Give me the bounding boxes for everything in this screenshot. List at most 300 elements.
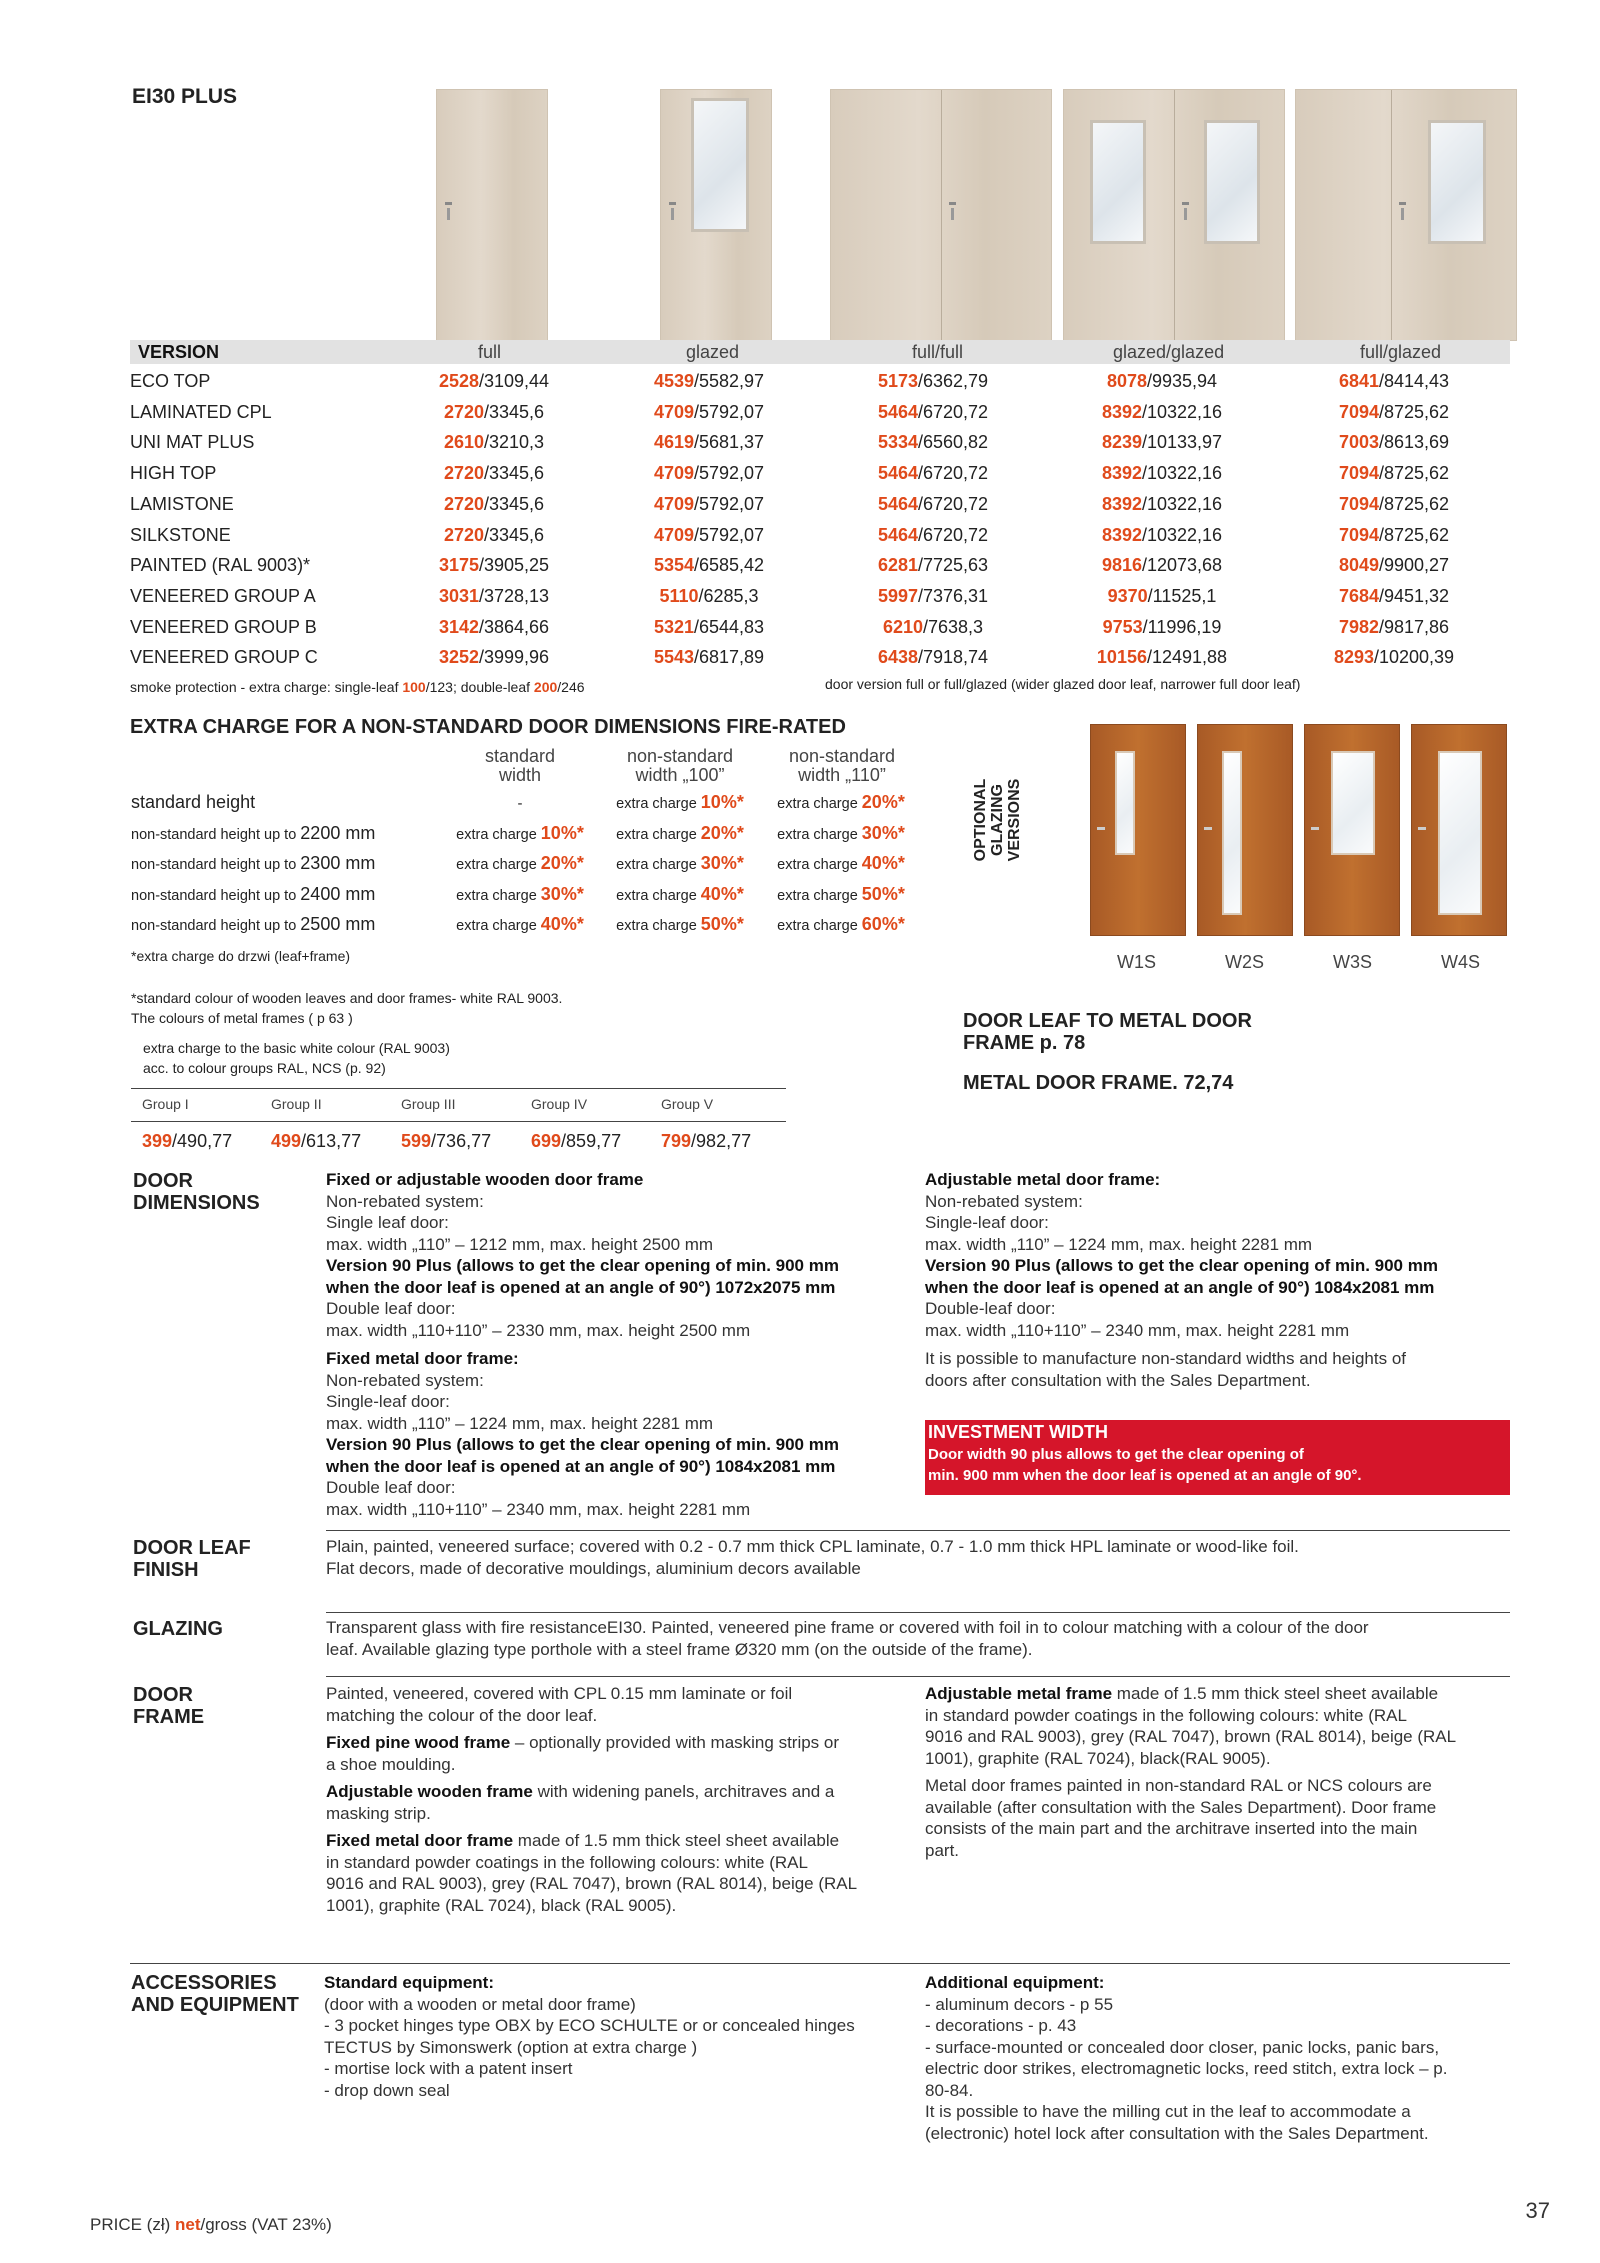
price-gross: /5582,97 <box>693 371 765 391</box>
extra-charge-row-label <box>131 792 255 813</box>
rule-glazing <box>326 1612 1510 1613</box>
value-prefix: extra charge <box>456 918 541 934</box>
col-width-110-l2: width „110” <box>798 765 886 785</box>
value-prefix: extra charge <box>777 887 862 904</box>
dd-right-p1: It is possible to manufacture non-standard widths and heights of <box>925 1349 1407 1368</box>
extra-charge-value <box>600 853 760 874</box>
glazing-side-label <box>972 750 1023 890</box>
price-cell <box>813 402 1053 423</box>
dd-left-l9: Double leaf door: <box>326 1478 456 1497</box>
dd-right-l3: max. width „110” – 1224 mm, max. height 2281 mm <box>925 1234 1313 1254</box>
price-cell <box>1274 402 1514 423</box>
dd-right-l5: max. width „110+110” – 2340 mm, max. height 2281 mm <box>925 1320 1350 1340</box>
acc-right-line: - decorations - p. 43 <box>925 2016 1077 2035</box>
price-net: 8049 <box>1338 555 1379 576</box>
acc-left-line: - drop down seal <box>324 2080 450 2100</box>
extra-charge-value <box>440 792 600 813</box>
frame-line <box>925 1683 1515 1705</box>
frame-text: masking strip. <box>326 1803 431 1823</box>
price-net: 3142 <box>438 616 479 637</box>
acc-left-title: Standard equipment: <box>324 1973 495 1992</box>
price-net: 5464 <box>877 463 918 484</box>
frame-line <box>326 1705 926 1727</box>
price-cell <box>1274 463 1514 484</box>
dd-left-b1: Version 90 Plus (allows to get the clear opening of min. 900 mm <box>326 1256 839 1275</box>
group-price-net: 799 <box>661 1131 692 1151</box>
value-prefix: extra charge <box>777 857 862 873</box>
frame-bold: Adjustable wooden frame <box>326 1782 533 1801</box>
price-gross: /6544,83 <box>693 616 765 637</box>
accessories-right <box>925 1972 1515 2144</box>
price-cell <box>589 555 829 576</box>
acc-right-line: - aluminum decors - p 55 <box>925 1994 1114 2014</box>
row-version-name: VENEERED GROUP B <box>130 616 317 637</box>
dd-left-h2: Fixed metal door frame: <box>326 1349 519 1368</box>
price-net: 5464 <box>877 493 918 514</box>
dd-right-l4: Double-leaf door: <box>925 1299 1056 1318</box>
acc-right-title: Additional equipment: <box>925 1973 1105 1992</box>
value-dash: - <box>517 795 523 812</box>
price-net: 5334 <box>877 432 918 453</box>
extra-charge-value <box>761 792 921 813</box>
frame-text: 9016 and RAL 9003), grey (RAL 7047), brown (RAL 8014), beige (RAL <box>326 1874 858 1893</box>
price-cell <box>589 371 829 392</box>
colour-note-line2: The colours of metal frames ( p 63 ) <box>131 1010 353 1026</box>
price-gross: /9817,86 <box>1378 616 1450 637</box>
price-net: 2720 <box>443 401 484 422</box>
extra-charge-value <box>440 914 600 935</box>
price-net: 4709 <box>653 401 694 422</box>
groups-rule-top <box>131 1088 786 1089</box>
price-net: 7094 <box>1338 463 1379 484</box>
door-dimensions-title <box>133 1170 260 1214</box>
price-net: 9370 <box>1107 585 1148 606</box>
price-net: 8392 <box>1101 524 1142 545</box>
value-prefix: extra charge <box>777 826 862 843</box>
row-label-text: standard height <box>131 792 256 812</box>
extra-charge-value <box>440 884 600 905</box>
price-gross: /3345,6 <box>483 524 545 545</box>
door-glazed-image <box>660 89 772 341</box>
row-label-mm: 2400 mm <box>300 883 376 904</box>
frame-text: consists of the main part and the architrave inserted into the main <box>925 1819 1418 1838</box>
price-gross: /10200,39 <box>1373 647 1455 668</box>
acc-right-line: It is possible to have the milling cut in the leaf to accommodate a <box>925 2102 1411 2121</box>
group-price-net: 499 <box>271 1131 302 1151</box>
frame-paragraph <box>326 1732 926 1775</box>
price-cell <box>813 586 1053 607</box>
group-price-net: 599 <box>401 1131 432 1151</box>
extra-charge-value <box>600 914 760 935</box>
price-cell <box>374 432 614 453</box>
value-percent: 20%* <box>540 853 584 873</box>
price-net: 5321 <box>653 616 694 637</box>
price-cell <box>1042 617 1282 638</box>
row-version-name: LAMINATED CPL <box>130 401 272 422</box>
extra-charge-value <box>761 884 921 905</box>
price-cell <box>813 647 1053 668</box>
door-frame-left <box>326 1683 926 1916</box>
price-cell <box>1042 402 1282 423</box>
value-prefix: extra charge <box>456 887 541 904</box>
value-percent: 10%* <box>700 792 744 812</box>
rule-accessories <box>130 1963 1510 1964</box>
price-gross: /5792,07 <box>693 463 765 484</box>
price-gross: /6720,72 <box>917 524 989 545</box>
price-net: 7094 <box>1338 524 1379 545</box>
frame-line <box>925 1748 1515 1770</box>
frame-text: in standard powder coatings in the following colours: white (RAL <box>925 1705 1407 1725</box>
row-label-text: non-standard height up to <box>131 918 301 934</box>
leaf-finish-l1: Plain, painted, veneered surface; covered with 0.2 - 0.7 mm thick CPL laminate, 0.7 - 1.0 mm thick HPL laminate or wood-like foil. <box>326 1537 1299 1556</box>
price-cell <box>813 371 1053 392</box>
price-net: 5464 <box>877 524 918 545</box>
row-version-name: VENEERED GROUP A <box>130 585 316 606</box>
row-version-name: VENEERED GROUP C <box>130 647 318 668</box>
price-cell <box>589 525 829 546</box>
dd-left-b4: when the door leaf is opened at an angle of 90°) 1084x2081 mm <box>326 1456 836 1476</box>
value-prefix: extra charge <box>616 887 701 904</box>
frame-paragraph <box>925 1683 1515 1769</box>
price-net: 4539 <box>653 371 694 391</box>
value-prefix: extra charge <box>616 918 701 934</box>
price-net: 10156 <box>1096 647 1147 668</box>
glazing-w2s-image <box>1197 724 1293 936</box>
price-gross: /9451,32 <box>1378 585 1450 606</box>
price-cell <box>1274 647 1514 668</box>
price-gross: /5792,07 <box>693 524 765 545</box>
group-price <box>401 1131 491 1152</box>
glazing-w1s-image <box>1090 724 1186 936</box>
glazing-label-w3s: W3S <box>1333 952 1373 972</box>
row-label-text: non-standard height up to <box>131 857 301 873</box>
value-percent: 40%* <box>861 853 905 873</box>
price-gross: /10133,97 <box>1141 432 1223 453</box>
price-net: 8392 <box>1101 401 1142 422</box>
dd-right-b1: Version 90 Plus (allows to get the clear opening of min. 900 mm <box>925 1256 1438 1275</box>
investment-line2: min. 900 mm when the door leaf is opened at an angle of 90°. <box>928 1467 1362 1484</box>
price-net: 7982 <box>1338 616 1379 637</box>
value-percent: 60%* <box>861 914 905 934</box>
dd-left-l1: Non-rebated system: <box>326 1191 484 1211</box>
frame-line <box>925 1818 1515 1840</box>
price-cell <box>1274 371 1514 392</box>
frame-paragraph <box>326 1781 926 1824</box>
value-percent: 30%* <box>861 822 905 843</box>
frame-text: Painted, veneered, covered with CPL 0.15 mm laminate or foil <box>326 1684 793 1703</box>
table-header-glazed: glazed <box>686 342 740 362</box>
row-version-name: SILKSTONE <box>130 524 231 545</box>
price-gross: /3345,6 <box>483 493 545 514</box>
dd-left-l8: max. width „110” – 1224 mm, max. height 2281 mm <box>326 1413 714 1433</box>
group-price-net: 399 <box>142 1131 173 1151</box>
table-header-full: full <box>478 342 502 362</box>
investment-line1: Door width 90 plus allows to get the clear opening of <box>928 1446 1304 1463</box>
extra-charge-title: EXTRA CHARGE FOR A NON-STANDARD DOOR DIMENSIONS FIRE-RATED <box>130 716 846 738</box>
page-title: EI30 PLUS <box>132 85 238 108</box>
group-header: Group III <box>401 1096 456 1112</box>
frame-line <box>326 1781 926 1803</box>
glazing-w4s-image <box>1411 724 1507 936</box>
price-cell <box>813 617 1053 638</box>
frame-text: with widening panels, architraves and a <box>532 1782 835 1801</box>
price-net: 8392 <box>1101 493 1142 514</box>
price-cell <box>374 494 614 515</box>
door-full-full-image <box>830 89 1052 341</box>
glazing-w3s-image <box>1304 724 1400 936</box>
door-frame-title <box>133 1684 204 1728</box>
price-cell <box>1274 494 1514 515</box>
price-net: 3031 <box>438 585 479 606</box>
price-gross: /8613,69 <box>1378 432 1450 453</box>
price-gross: /8725,62 <box>1378 524 1450 545</box>
metal-link-2: METAL DOOR FRAME. 72,74 <box>963 1072 1234 1094</box>
door-full-glazed-image <box>1295 89 1517 341</box>
price-net: 4619 <box>653 432 694 453</box>
value-percent: 20%* <box>861 792 905 812</box>
glazing-side-l1: OPTIONAL <box>972 778 989 862</box>
frame-line <box>925 1840 1515 1862</box>
door-full-image <box>436 89 548 341</box>
price-cell <box>1042 494 1282 515</box>
price-gross: /6362,79 <box>917 371 989 391</box>
price-net: 2528 <box>438 371 479 391</box>
extra-charge-value <box>761 823 921 844</box>
price-gross: /6817,89 <box>693 647 765 668</box>
frame-text: 1001), graphite (RAL 7024), black (RAL 9005). <box>326 1895 677 1915</box>
value-prefix: extra charge <box>456 826 541 843</box>
price-net: 5173 <box>877 371 918 391</box>
price-net: 9816 <box>1101 555 1142 576</box>
group-price-gross: /613,77 <box>301 1131 362 1151</box>
price-gross: /8725,62 <box>1378 401 1450 422</box>
price-cell <box>1042 586 1282 607</box>
group-header: Group II <box>271 1096 322 1112</box>
price-net: 6841 <box>1338 371 1379 391</box>
value-prefix: extra charge <box>777 918 862 934</box>
price-gross: /3728,13 <box>478 585 550 606</box>
dd-left-l10: max. width „110+110” – 2340 mm, max. height 2281 mm <box>326 1499 751 1519</box>
glazing-label-w4s: W4S <box>1441 952 1481 972</box>
frame-text: – optionally provided with masking strips or <box>510 1733 840 1752</box>
value-percent: 50%* <box>861 883 905 904</box>
price-cell <box>813 432 1053 453</box>
price-gross: /6720,72 <box>917 493 989 514</box>
price-cell <box>589 463 829 484</box>
extra-charge-row-label <box>131 884 375 905</box>
price-net: 8392 <box>1101 463 1142 484</box>
frame-text: 9016 and RAL 9003), grey (RAL 7047), brown (RAL 8014), beige (RAL <box>925 1727 1457 1746</box>
price-cell <box>374 647 614 668</box>
price-gross: /12073,68 <box>1141 555 1223 576</box>
price-gross: /5792,07 <box>693 401 765 422</box>
glazing-side-l2: GLAZING <box>989 784 1006 856</box>
price-cell <box>374 555 614 576</box>
price-net: 8078 <box>1106 371 1147 391</box>
price-net: 5110 <box>659 585 699 606</box>
price-net: 5464 <box>877 401 918 422</box>
row-version-name: ECO TOP <box>130 371 211 391</box>
extra-charge-row-label <box>131 823 375 844</box>
price-cell <box>589 647 829 668</box>
col-standard-width <box>470 747 570 785</box>
value-prefix: extra charge <box>616 826 701 843</box>
group-price <box>271 1131 361 1152</box>
accessories-title <box>131 1972 299 2016</box>
price-net: 8239 <box>1101 432 1142 453</box>
dd-left-l2: Single leaf door: <box>326 1213 449 1232</box>
extra-charge-value <box>761 853 921 874</box>
col-width-110-l1: non-standard <box>788 746 896 766</box>
price-gross: /6585,42 <box>693 555 765 576</box>
door-dimensions-left <box>326 1169 916 1520</box>
frame-text: 1001), graphite (RAL 7024), black(RAL 9005). <box>925 1748 1271 1768</box>
row-version-name: HIGH TOP <box>130 463 217 484</box>
frame-text: made of 1.5 mm thick steel sheet available <box>1112 1684 1439 1703</box>
groups-rule-mid <box>131 1121 786 1122</box>
price-cell <box>1042 555 1282 576</box>
extra-charge-value <box>600 792 760 813</box>
price-gross: /7376,31 <box>917 585 989 606</box>
dd-left-b3: Version 90 Plus (allows to get the clear opening of min. 900 mm <box>326 1435 839 1454</box>
price-cell <box>589 617 829 638</box>
frame-bold: Fixed pine wood frame <box>326 1733 511 1752</box>
value-percent: 20%* <box>700 822 744 843</box>
price-gross: /6720,72 <box>917 463 989 484</box>
frame-line <box>925 1726 1515 1748</box>
dd-left-b2: when the door leaf is opened at an angle of 90°) 1072x2075 mm <box>326 1277 836 1297</box>
frame-line <box>925 1705 1515 1727</box>
frame-paragraph <box>326 1830 926 1916</box>
acc-left-line: TECTUS by Simonswerk (option at extra charge ) <box>324 2037 698 2057</box>
price-cell <box>374 402 614 423</box>
price-net: 3252 <box>438 647 479 668</box>
value-prefix: extra charge <box>456 857 541 873</box>
price-cell <box>813 555 1053 576</box>
price-cell <box>1274 617 1514 638</box>
leaf-finish-text <box>326 1536 1516 1579</box>
rule-leaf-finish <box>326 1530 1510 1531</box>
leaf-finish-title-l1: DOOR LEAF <box>133 1537 251 1559</box>
frame-line <box>326 1754 926 1776</box>
frame-text: matching the colour of the door leaf. <box>326 1705 598 1725</box>
price-cell <box>1274 586 1514 607</box>
leaf-finish-l2: Flat decors, made of decorative mouldings, aluminium decors available <box>326 1558 861 1578</box>
colour-note-line4: acc. to colour groups RAL, NCS (p. 92) <box>143 1060 386 1076</box>
price-cell <box>374 586 614 607</box>
value-percent: 40%* <box>540 914 584 934</box>
price-net: 7094 <box>1338 401 1379 422</box>
acc-right-line: (electronic) hotel lock after consultation with the Sales Department. <box>925 2123 1429 2143</box>
price-gross: /10322,16 <box>1141 524 1223 545</box>
group-price-net: 699 <box>531 1131 562 1151</box>
price-cell <box>374 525 614 546</box>
accessories-left <box>324 1972 914 2101</box>
row-label-text: non-standard height up to <box>131 826 301 843</box>
price-cell <box>589 402 829 423</box>
price-net: 2720 <box>443 463 484 484</box>
group-header: Group IV <box>531 1096 588 1112</box>
price-cell <box>813 463 1053 484</box>
group-price-gross: /859,77 <box>561 1131 622 1151</box>
door-frame-title-l2: FRAME <box>133 1706 205 1728</box>
glazing-title: GLAZING <box>133 1618 223 1640</box>
dd-left-l4: Double leaf door: <box>326 1299 456 1318</box>
price-net: 2720 <box>443 524 484 545</box>
accessories-title-l1: ACCESSORIES <box>131 1972 277 1994</box>
door-glazed-glazed-image <box>1063 89 1285 341</box>
price-gross: /3210,3 <box>483 432 545 453</box>
dd-left-l7: Single-leaf door: <box>326 1392 450 1411</box>
price-cell <box>589 586 829 607</box>
col-width-100 <box>610 747 750 785</box>
table-header-version: VERSION <box>138 342 220 362</box>
price-gross: /10322,16 <box>1141 463 1223 484</box>
frame-paragraph <box>925 1775 1515 1861</box>
price-cell <box>813 494 1053 515</box>
dd-left-l6: Non-rebated system: <box>326 1370 484 1390</box>
group-price <box>531 1131 621 1152</box>
value-prefix: extra charge <box>777 796 862 812</box>
price-cell <box>1042 647 1282 668</box>
dd-right-l2: Single-leaf door: <box>925 1213 1049 1232</box>
price-cell <box>813 525 1053 546</box>
glazing-label-w1s: W1S <box>1117 952 1157 972</box>
price-cell <box>589 432 829 453</box>
price-net: 5543 <box>653 647 694 668</box>
acc-right-line: - surface-mounted or concealed door closer, panic locks, panic bars, <box>925 2037 1440 2057</box>
price-net: 6281 <box>877 555 918 576</box>
dd-left-l3: max. width „110” – 1212 mm, max. height 2500 mm <box>326 1234 714 1254</box>
acc-left-line: - mortise lock with a patent insert <box>324 2059 573 2078</box>
price-gross: /3345,6 <box>483 463 545 484</box>
glazing-l2: leaf. Available glazing type porthole with a steel frame Ø320 mm (on the outside of the frame). <box>326 1639 1033 1659</box>
price-gross: /8725,62 <box>1378 493 1450 514</box>
price-net: 6210 <box>882 616 923 637</box>
glazing-text <box>326 1617 1516 1660</box>
frame-line <box>326 1852 926 1874</box>
colour-note-line1: *standard colour of wooden leaves and door frames- white RAL 9003. <box>131 990 563 1006</box>
price-net: 7094 <box>1338 493 1379 514</box>
door-dimensions-title-l2: DIMENSIONS <box>133 1192 260 1214</box>
group-price <box>142 1131 232 1152</box>
row-label-text: non-standard height up to <box>131 887 301 904</box>
table-header-full-glazed: full/glazed <box>1360 342 1442 362</box>
price-gross: /8725,62 <box>1378 463 1450 484</box>
price-net: 6438 <box>877 647 918 668</box>
extra-charge-value <box>600 884 760 905</box>
price-gross: /5681,37 <box>693 432 765 453</box>
group-price-gross: /490,77 <box>172 1131 233 1151</box>
table-header-full-full: full/full <box>912 342 964 362</box>
frame-text: available (after consultation with the Sales Department). Door frame <box>925 1797 1437 1817</box>
price-net: 5997 <box>877 585 918 606</box>
price-cell <box>374 371 614 392</box>
door-frame-title-l1: DOOR <box>133 1684 193 1706</box>
price-cell <box>1274 525 1514 546</box>
price-cell <box>1274 432 1514 453</box>
investment-title: INVESTMENT WIDTH <box>928 1422 1108 1442</box>
dd-right-l1: Non-rebated system: <box>925 1191 1083 1211</box>
price-net: 9753 <box>1102 616 1143 637</box>
row-label-mm: 2300 mm <box>300 853 376 873</box>
price-cell <box>374 617 614 638</box>
price-gross: /6285,3 <box>698 585 759 606</box>
door-dimensions-right <box>925 1169 1515 1391</box>
extra-charge-value <box>761 914 921 935</box>
price-net: 3175 <box>438 555 479 576</box>
glazing-label-w2s: W2S <box>1225 952 1265 972</box>
